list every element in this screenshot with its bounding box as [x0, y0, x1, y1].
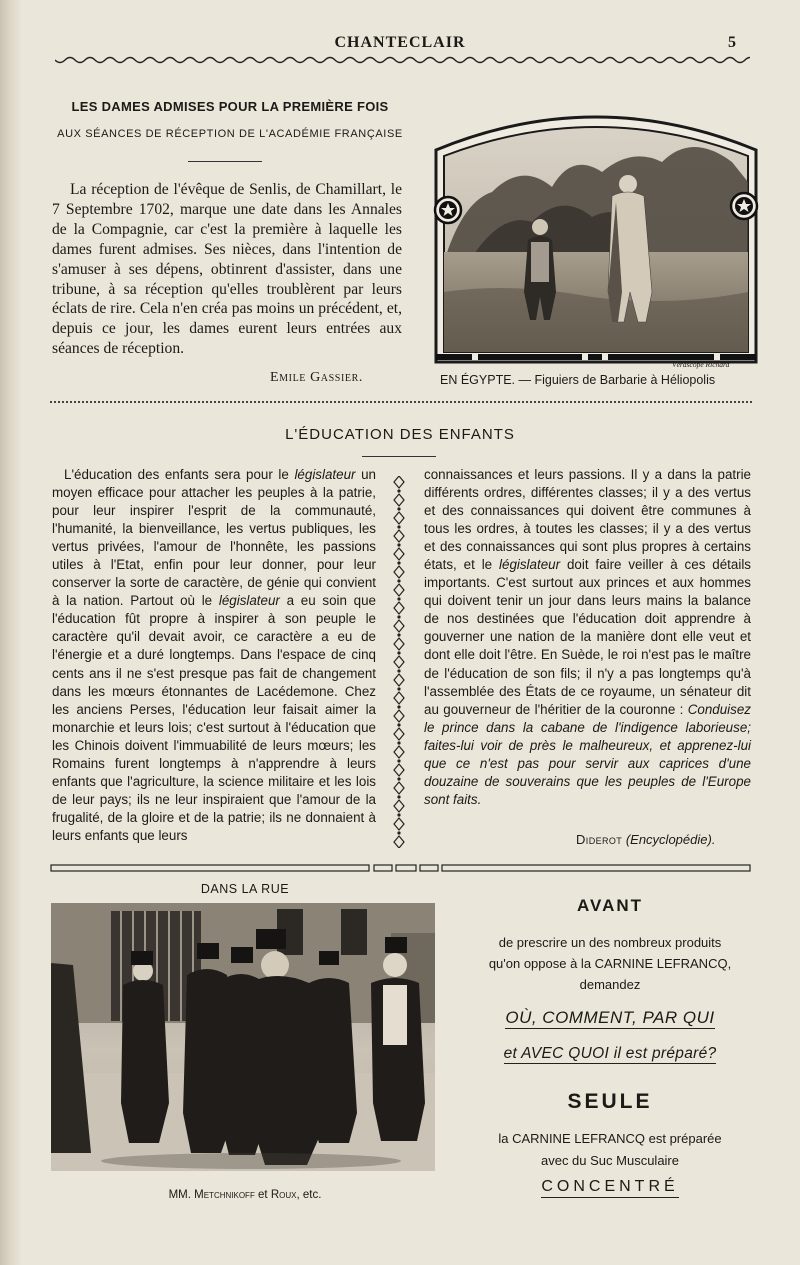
section-box-rule: [50, 862, 752, 874]
ornament-link-icon: [394, 836, 404, 848]
ornament-dot-icon: [397, 633, 400, 636]
ornament-link-icon: [394, 710, 404, 722]
ornament-dot-icon: [397, 741, 400, 744]
ornament-link-icon: [394, 728, 404, 740]
italic-word: législateur: [294, 467, 356, 482]
article1-signature: Emile Gassier.: [270, 370, 363, 385]
ad-line: de prescrire un des nombreux produits: [498, 935, 722, 950]
ornament-dot-icon: [397, 687, 400, 690]
ornament-link-icon: [394, 692, 404, 704]
text-run: doit faire veiller à ces détails importants. C'est surtout aux princes et aux hommes qui doivent tenir un jour dans leurs mains la balance de nos destinées que l'éducation doit apprendre à gouverner une nation de la manière dont elle veut et dont elle doit l'être. En Suède, le roi n'est pas le maître de l'éducation de son fils; il n'y a pas longtemps qu'à l'assemblée des États de ce royaume, un sénateur dit au gouverneur de l'héritier de la couronne :: [424, 557, 751, 717]
italic-word: législateur: [499, 557, 561, 573]
text-run: un moyen efficace pour attacher les peuples à la patrie, pour leur inspirer l'esprit de la communauté, l'humanité, la bienveillance, les vertus publiques, les vertus privées, l'amour de l'honnête, les passions utiles à l'Etat, enfin pour leur donner, pour leur conserver la sorte de caractère, de génie qui convient à la nation. Partout où le: [52, 467, 376, 609]
ad-intro-text: [460, 932, 760, 995]
ornament-dot-icon: [397, 813, 400, 816]
star-medallion-right-icon: [731, 193, 757, 219]
ad-claim-text: [460, 1128, 760, 1172]
ornament-link-icon: [394, 782, 404, 794]
ornament-dot-icon: [397, 669, 400, 672]
ornament-link-icon: [394, 584, 404, 596]
signature-name: Diderot: [576, 832, 623, 847]
ad-seule-heading: SEULE: [567, 1090, 653, 1113]
caption-name: Metchnikoff: [194, 1189, 255, 1201]
street-photo-caption: [52, 1189, 438, 1201]
ornament-dot-icon: [397, 561, 400, 564]
ad-line: avec du Suc Musculaire: [540, 1153, 679, 1168]
ornament-link-icon: [394, 656, 404, 668]
page-number: 5: [728, 34, 736, 51]
text-run: connaissances et leurs passions. Il y a dans la patrie différents ordres, différentes classes; il y a des vertus et des connaissances qui doivent être communes à tous les ordres, à toutes les classes; il y a des vertus et des connaissances qui sont plus propres à certains états, et le: [424, 467, 751, 573]
italic-quote: Conduisez le prince dans la cabane de l'indigence laborieuse; faites-lui voir de près le malheureux, et apprenez-lui que ce n'est pas pour servir aux caprices d'une douzaine de souverains que les peuples de l'Europe sont faits.: [424, 701, 751, 807]
article2-signature: [576, 832, 715, 847]
ad-avant-heading: AVANT: [576, 896, 644, 915]
ad-line: qu'on oppose à la CARNINE LEFRANCQ,: [488, 956, 732, 971]
dotted-divider: [50, 401, 752, 403]
ad-question-text: OÙ, COMMENT, PAR QUI: [505, 1008, 715, 1027]
caption-name: Roux: [270, 1189, 297, 1201]
article1-body: La réception de l'évêque de Senlis, de Chamillart, le 7 Septembre 1702, marque une date dans les Annales de la Compagnie, car c'est la première à laquelle les dames furent admises. Ses nièces, dans l'intention de s'amuser à ses dépens, obtinrent d'assister, dans une tribune, à sa réception qu'elles troublèrent par leurs éclats de rire. Cela n'en créa pas moins un précédent, et, depuis ce jour, les dames eurent leurs entrées aux séances de réception.: [52, 181, 402, 358]
signature-source: (Encyclopédie).: [625, 832, 716, 847]
ornament-link-icon: [394, 602, 404, 614]
article1-divider: [188, 161, 262, 162]
ornament-link-icon: [394, 638, 404, 650]
article1-title: LES DAMES ADMISES POUR LA PREMIÈRE FOIS: [71, 99, 389, 114]
column-ornament: [392, 476, 406, 848]
article1-subtitle: AUX SÉANCES DE RÉCEPTION DE L'ACADÉMIE FRANÇAISE: [57, 128, 403, 140]
ad-question-1: [460, 1008, 760, 1028]
ad-concentre-text: CONCENTRÉ: [541, 1178, 678, 1198]
ornament-dot-icon: [397, 831, 400, 834]
masthead-title: CHANTECLAIR: [334, 34, 466, 51]
ornament-link-icon: [394, 674, 404, 686]
egypt-photo: [432, 92, 760, 366]
ornament-dot-icon: [397, 543, 400, 546]
ornament-dot-icon: [397, 651, 400, 654]
street-photo: [51, 903, 435, 1171]
ornament-link-icon: [394, 476, 404, 488]
ornament-dot-icon: [397, 615, 400, 618]
italic-word: législateur: [218, 593, 280, 609]
ornament-dot-icon: [397, 525, 400, 528]
ornament-link-icon: [394, 800, 404, 812]
ornament-dot-icon: [397, 705, 400, 708]
ornament-dot-icon: [397, 723, 400, 726]
ornament-link-icon: [394, 764, 404, 776]
photo-credit: Vérascope Richard: [672, 360, 730, 369]
ornament-link-icon: [394, 530, 404, 542]
article2-right-column: [424, 466, 751, 809]
ornament-link-icon: [394, 620, 404, 632]
text-run: a eu soin que l'éducation fût propre à inspirer à son peuple le caractère qu'il devait avoir, ce caractère a eu de l'énergie et a duré longtemps. Dans l'espace de cinq cents ans il ne s'est presque pas fait de changement dans les mœurs étonnantes de Lacédemone. Chez les anciens Perses, l'éducation leur faisait aimer la monarchie et leurs lois; c'est surtout à l'éducation que les Chinois doivent l'immuabilité de leurs mœurs; les Romains furent longtemps à n'apprendre à leurs enfants que l'agriculture, la science militaire et les lois de leur pays; ils ne leur inspiraient que l'amour de la frugalité, de la gloire et de la patrie; ils ne donnaient à leurs enfants que leurs: [52, 593, 376, 843]
ornament-link-icon: [394, 512, 404, 524]
street-photo-title: DANS LA RUE: [200, 882, 290, 896]
ornament-dot-icon: [397, 597, 400, 600]
ornament-dot-icon: [397, 759, 400, 762]
egypt-photo-caption: EN ÉGYPTE. — Figuiers de Barbarie à Héliopolis: [440, 373, 716, 387]
article2-divider: [362, 456, 436, 457]
ad-question-2: [460, 1045, 760, 1063]
star-medallion-left-icon: [435, 197, 461, 223]
ornament-link-icon: [394, 548, 404, 560]
text-run: L'éducation des enfants sera pour le: [64, 467, 295, 482]
ornament-link-icon: [394, 818, 404, 830]
ad-question-text: et AVEC QUOI il est préparé?: [503, 1045, 717, 1062]
ornament-dot-icon: [397, 489, 400, 492]
ad-line: la CARNINE LEFRANCQ est préparée: [498, 1131, 722, 1146]
caption-text: et: [254, 1189, 271, 1201]
ornament-dot-icon: [397, 579, 400, 582]
ad-concentre: [460, 1178, 760, 1196]
article2-left-column: [52, 466, 376, 845]
ornament-link-icon: [394, 566, 404, 578]
ornament-link-icon: [394, 746, 404, 758]
ornament-dot-icon: [397, 777, 400, 780]
ornament-dot-icon: [397, 507, 400, 510]
header-wavy-rule: [55, 54, 750, 66]
ornament-dot-icon: [397, 795, 400, 798]
article2-title: L'ÉDUCATION DES ENFANTS: [285, 426, 515, 443]
ad-line: demandez: [579, 977, 641, 992]
ornament-link-icon: [394, 494, 404, 506]
caption-text: , etc.: [296, 1189, 322, 1201]
caption-text: MM.: [168, 1189, 195, 1201]
